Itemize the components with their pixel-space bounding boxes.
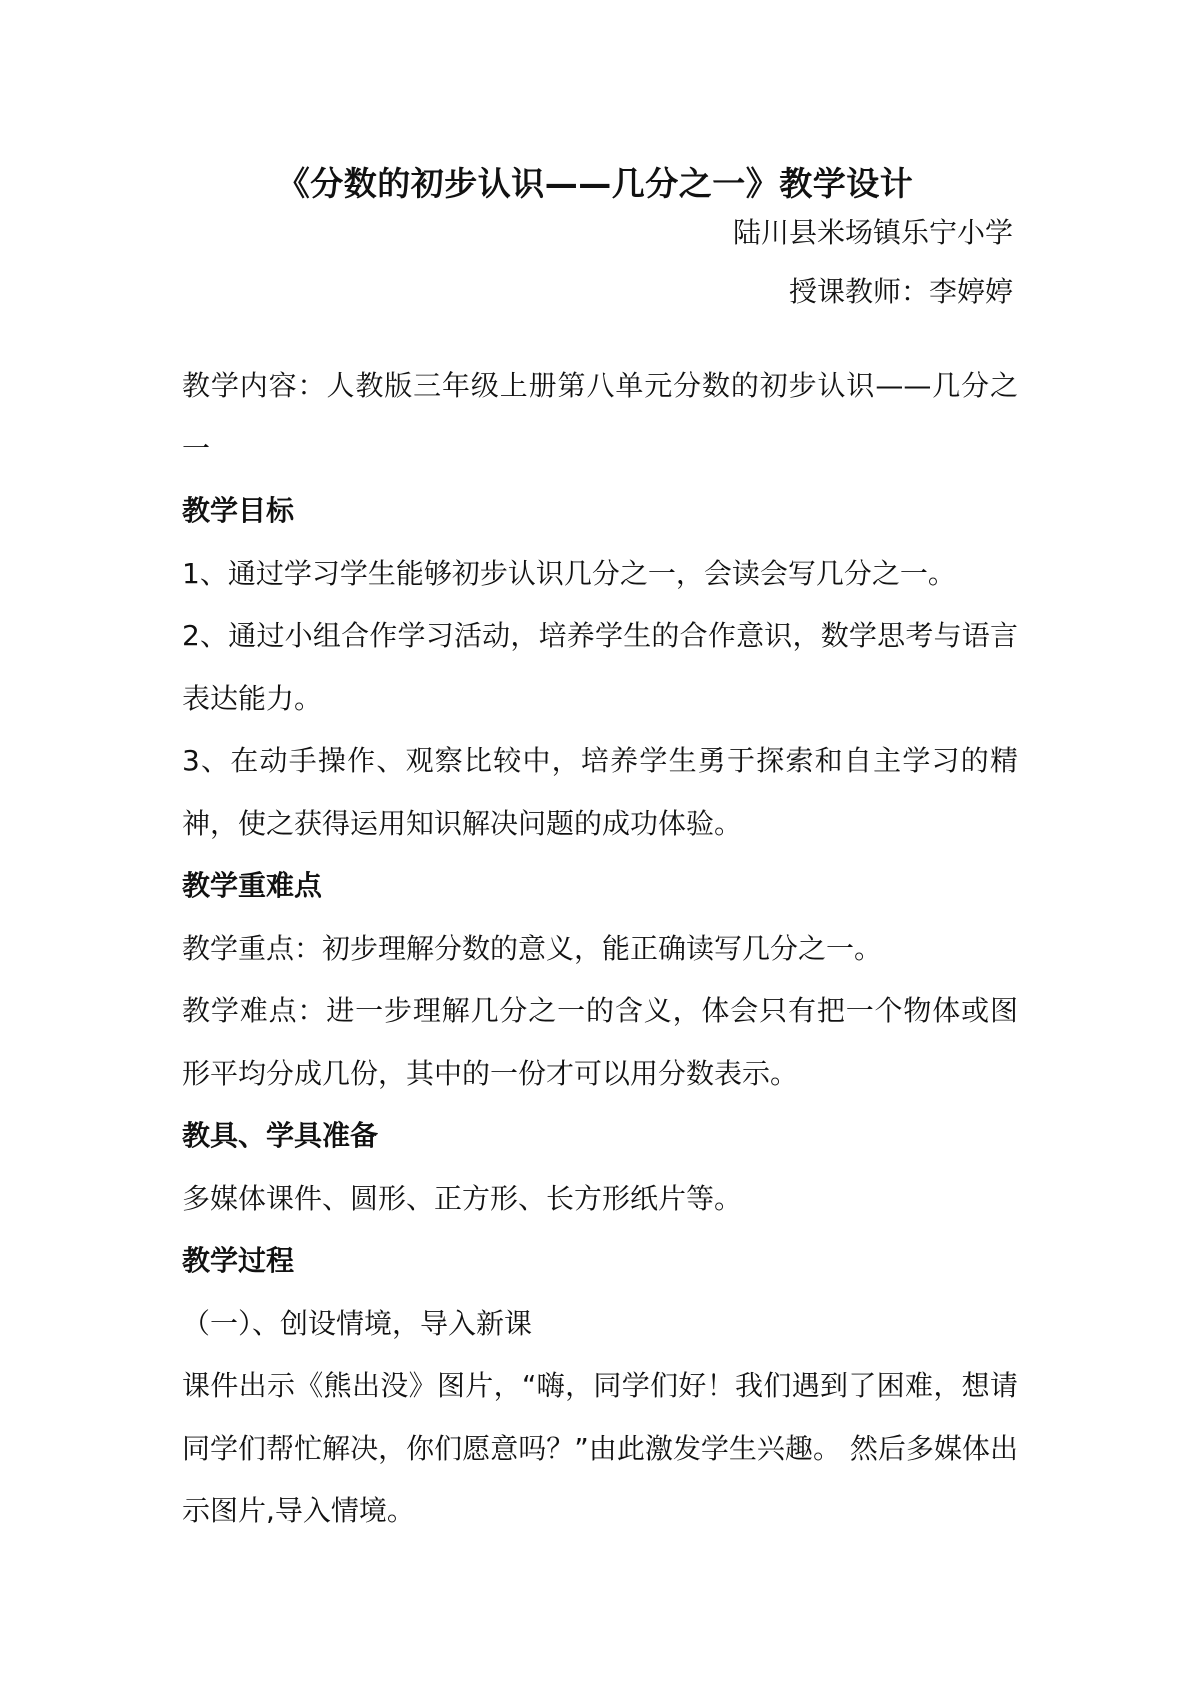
goal-item: 3、在动手操作、观察比较中，培养学生勇于探索和自主学习的精神，使之获得运用知识解决问题的成功体验。 [182, 744, 1018, 840]
process-step-text: 课件出示《熊出没》图片，“嗨，同学们好！我们遇到了困难，想请同学们帮忙解决，你们愿意吗？”由此激发学生兴趣。 然后多媒体出示图片,导入情境。 [182, 1369, 1018, 1527]
section-heading-materials: 教具、学具准备 [182, 1119, 379, 1152]
materials-text: 多媒体课件、圆形、正方形、长方形纸片等。 [182, 1181, 743, 1215]
section-heading-key-points: 教学重难点 [182, 869, 323, 902]
section-heading-goals: 教学目标 [182, 494, 295, 527]
teaching-content: 教学内容：人教版三年级上册第八单元分数的初步认识——几分之一 [182, 369, 1018, 465]
key-point: 教学重点：初步理解分数的意义，能正确读写几分之一。 [182, 931, 883, 965]
difficult-point: 教学难点：进一步理解几分之一的含义，体会只有把一个物体或图形平均分成几份，其中的一份才可以用分数表示。 [182, 994, 1018, 1090]
document-body [182, 355, 1018, 1543]
goal-item: 2、通过小组合作学习活动，培养学生的合作意识，数学思考与语言表达能力。 [182, 619, 1018, 715]
process-step-title: （一）、创设情境，导入新课 [182, 1306, 533, 1340]
document-title: 《分数的初步认识——几分之一》教学设计 [276, 164, 914, 203]
section-heading-process: 教学过程 [182, 1244, 295, 1277]
teacher-line: 授课教师：李婷婷 [788, 275, 1013, 308]
goal-item: 1、通过学习学生能够初步认识几分之一，会读会写几分之一。 [182, 556, 956, 590]
school-name: 陆川县米场镇乐宁小学 [732, 216, 1013, 249]
